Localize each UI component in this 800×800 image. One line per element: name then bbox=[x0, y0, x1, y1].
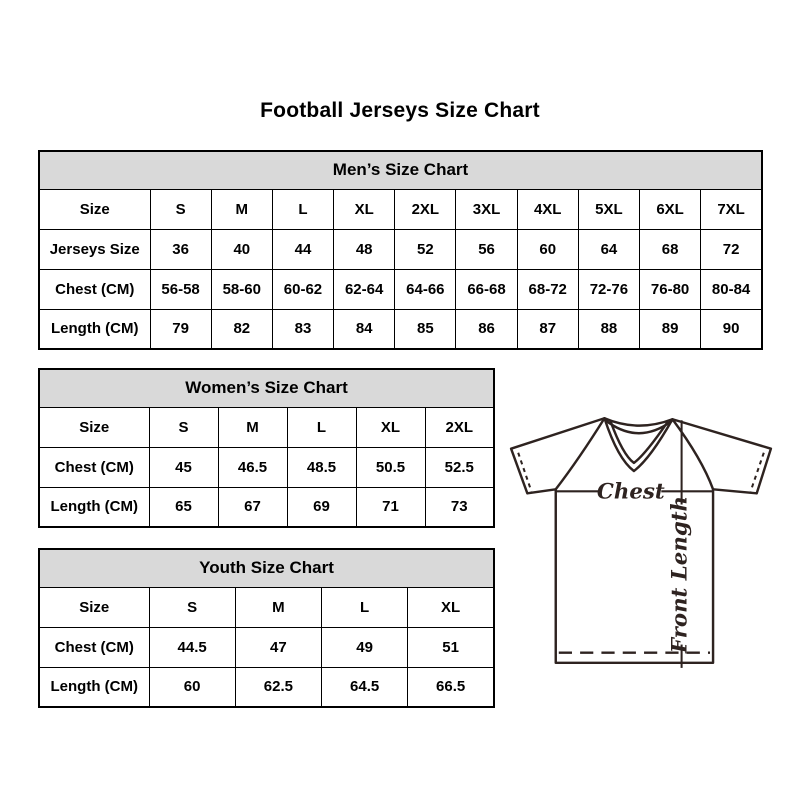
value-cell: 58-60 bbox=[211, 269, 272, 309]
value-cell: 3XL bbox=[456, 189, 517, 229]
chest-label: Chest bbox=[596, 479, 665, 505]
table-row bbox=[39, 587, 494, 627]
men-table-title-row bbox=[39, 151, 762, 189]
value-cell: 83 bbox=[272, 309, 333, 349]
value-cell: M bbox=[211, 189, 272, 229]
value-cell: 47 bbox=[235, 627, 321, 667]
value-cell: 48 bbox=[334, 229, 395, 269]
value-cell: 72-76 bbox=[578, 269, 639, 309]
value-cell: 82 bbox=[211, 309, 272, 349]
value-cell: L bbox=[322, 587, 408, 627]
value-cell: 44 bbox=[272, 229, 333, 269]
value-cell: XL bbox=[356, 407, 425, 447]
value-cell: M bbox=[218, 407, 287, 447]
table-row bbox=[39, 447, 494, 487]
youth-table-title: Youth Size Chart bbox=[39, 549, 494, 587]
value-cell: 84 bbox=[334, 309, 395, 349]
right-cuff-dashed-line bbox=[751, 453, 764, 492]
value-cell: 60 bbox=[149, 667, 235, 707]
table-row bbox=[39, 627, 494, 667]
value-cell: 89 bbox=[640, 309, 701, 349]
value-cell: 6XL bbox=[640, 189, 701, 229]
youth-table-title-row bbox=[39, 549, 494, 587]
value-cell: 66-68 bbox=[456, 269, 517, 309]
value-cell: 60 bbox=[517, 229, 578, 269]
value-cell: 51 bbox=[408, 627, 494, 667]
table-row bbox=[39, 487, 494, 527]
value-cell: 56 bbox=[456, 229, 517, 269]
value-cell: M bbox=[235, 587, 321, 627]
value-cell: 76-80 bbox=[640, 269, 701, 309]
value-cell: 7XL bbox=[701, 189, 762, 229]
front-length-label: Front Length bbox=[667, 495, 693, 654]
value-cell: 52 bbox=[395, 229, 456, 269]
table-row bbox=[39, 229, 762, 269]
youth-size-table bbox=[38, 548, 495, 708]
value-cell: L bbox=[287, 407, 356, 447]
value-cell: 4XL bbox=[517, 189, 578, 229]
value-cell: 49 bbox=[322, 627, 408, 667]
value-cell: 48.5 bbox=[287, 447, 356, 487]
table-row bbox=[39, 407, 494, 447]
row-label-cell: Size bbox=[39, 407, 149, 447]
mens-size-table bbox=[38, 150, 763, 350]
value-cell: 46.5 bbox=[218, 447, 287, 487]
page-title: Football Jerseys Size Chart bbox=[260, 99, 540, 122]
row-label-cell: Length (CM) bbox=[39, 667, 149, 707]
value-cell: XL bbox=[408, 587, 494, 627]
jersey-diagram bbox=[508, 402, 774, 674]
value-cell: 80-84 bbox=[701, 269, 762, 309]
value-cell: 64 bbox=[578, 229, 639, 269]
value-cell: 40 bbox=[211, 229, 272, 269]
value-cell: 90 bbox=[701, 309, 762, 349]
row-label-cell: Chest (CM) bbox=[39, 447, 149, 487]
value-cell: 62-64 bbox=[334, 269, 395, 309]
value-cell: S bbox=[150, 189, 211, 229]
value-cell: 66.5 bbox=[408, 667, 494, 707]
value-cell: L bbox=[272, 189, 333, 229]
women-table-title: Women’s Size Chart bbox=[39, 369, 494, 407]
value-cell: S bbox=[149, 407, 218, 447]
value-cell: 79 bbox=[150, 309, 211, 349]
value-cell: 71 bbox=[356, 487, 425, 527]
value-cell: 52.5 bbox=[425, 447, 494, 487]
table-row bbox=[39, 309, 762, 349]
value-cell: 68-72 bbox=[517, 269, 578, 309]
womens-size-table bbox=[38, 368, 495, 528]
row-label-cell: Size bbox=[39, 189, 150, 229]
value-cell: 64-66 bbox=[395, 269, 456, 309]
men-table-title: Men’s Size Chart bbox=[39, 151, 762, 189]
table-row bbox=[39, 667, 494, 707]
value-cell: 2XL bbox=[425, 407, 494, 447]
row-label-cell: Jerseys Size bbox=[39, 229, 150, 269]
table-row bbox=[39, 189, 762, 229]
value-cell: 56-58 bbox=[150, 269, 211, 309]
value-cell: S bbox=[149, 587, 235, 627]
row-label-cell: Length (CM) bbox=[39, 487, 149, 527]
value-cell: 68 bbox=[640, 229, 701, 269]
value-cell: 86 bbox=[456, 309, 517, 349]
value-cell: 36 bbox=[150, 229, 211, 269]
row-label-cell: Chest (CM) bbox=[39, 269, 150, 309]
value-cell: 64.5 bbox=[322, 667, 408, 707]
value-cell: 5XL bbox=[578, 189, 639, 229]
value-cell: XL bbox=[334, 189, 395, 229]
value-cell: 44.5 bbox=[149, 627, 235, 667]
value-cell: 73 bbox=[425, 487, 494, 527]
value-cell: 45 bbox=[149, 447, 218, 487]
value-cell: 69 bbox=[287, 487, 356, 527]
value-cell: 67 bbox=[218, 487, 287, 527]
value-cell: 65 bbox=[149, 487, 218, 527]
value-cell: 85 bbox=[395, 309, 456, 349]
value-cell: 87 bbox=[517, 309, 578, 349]
row-label-cell: Size bbox=[39, 587, 149, 627]
value-cell: 2XL bbox=[395, 189, 456, 229]
value-cell: 60-62 bbox=[272, 269, 333, 309]
table-row bbox=[39, 269, 762, 309]
women-table-title-row bbox=[39, 369, 494, 407]
value-cell: 62.5 bbox=[235, 667, 321, 707]
row-label-cell: Chest (CM) bbox=[39, 627, 149, 667]
row-label-cell: Length (CM) bbox=[39, 309, 150, 349]
value-cell: 50.5 bbox=[356, 447, 425, 487]
value-cell: 72 bbox=[701, 229, 762, 269]
value-cell: 88 bbox=[578, 309, 639, 349]
